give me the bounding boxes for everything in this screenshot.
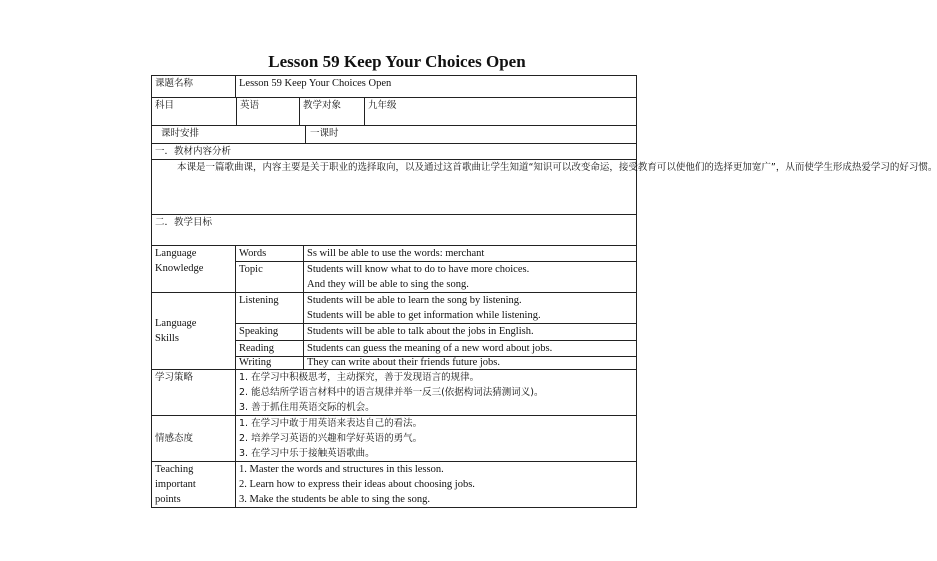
speaking-text: Students will be able to talk about the jobs in English. — [304, 324, 637, 341]
table-row — [152, 160, 637, 215]
reading-text: Students can guess the meaning of a new word about jobs. — [304, 341, 637, 357]
strategy-text: 1. 在学习中积极思考，主动探究，善于发现语言的规律。 2. 能总结所学语言材料中的语言规律并举一反三(依据构词法猜测词义)。 3. 善于抓住用英语交际的机会。 — [236, 370, 637, 416]
table-row — [152, 462, 637, 508]
topic-sub-label: Topic — [236, 262, 304, 293]
audience-label: 教学对象 — [300, 98, 365, 125]
table-row — [152, 370, 637, 416]
speaking-label: Speaking — [236, 324, 304, 341]
strategy-label: 学习策略 — [152, 370, 236, 416]
language-skills-label: Language Skills — [152, 293, 236, 370]
analysis-text: 本课是一篇歌曲课，内容主要是关于职业的选择取向，以及通过这首歌曲让学生知道“知识可以改变命运，接受教育可以使他们的选择更加宽广”，从而使学生形成热爱学习的好习惯。 — [177, 162, 937, 173]
table-row — [152, 416, 637, 462]
table-row — [152, 76, 637, 98]
table-row — [152, 126, 637, 144]
lesson-plan-table — [151, 75, 937, 508]
language-knowledge-label: Language Knowledge — [152, 246, 236, 293]
table-row — [152, 293, 637, 324]
schedule-label: 课时安排 — [152, 126, 306, 143]
table-row — [152, 144, 637, 160]
listening-text: Students will be able to learn the song by listening. Students will be able to get information while listening. — [304, 293, 637, 324]
teaching-points-text: 1. Master the words and structures in this lesson. 2. Learn how to express their ideas about choosing jobs. 3. Make the students be able to sing the song. — [236, 462, 637, 508]
reading-label: Reading — [236, 341, 304, 357]
subject-value: 英语 — [237, 98, 300, 125]
words-text: Ss will be able to use the words: merchant — [304, 246, 637, 262]
writing-label: Writing — [236, 357, 304, 370]
analysis-heading: 一．教材内容分析 — [152, 144, 637, 160]
table-row — [152, 246, 637, 262]
table-row — [152, 98, 637, 126]
listening-label: Listening — [236, 293, 304, 324]
subject-label: 科目 — [152, 98, 237, 125]
topic-value: Lesson 59 Keep Your Choices Open — [236, 76, 637, 98]
page-title: Lesson 59 Keep Your Choices Open — [268, 52, 526, 71]
teaching-points-label: Teaching important points — [152, 462, 236, 508]
words-label: Words — [236, 246, 304, 262]
goals-heading: 二．教学目标 — [152, 215, 637, 246]
audience-value: 九年级 — [368, 100, 397, 111]
topic-sub-text: Students will know what to do to have more choices. And they will be able to sing the song. — [304, 262, 637, 293]
analysis-paragraph — [152, 160, 937, 215]
topic-label: 课题名称 — [152, 76, 236, 98]
schedule-value: 一课时 — [310, 128, 339, 139]
attitude-label: 情感态度 — [152, 416, 236, 462]
writing-text: They can write about their friends future jobs. — [304, 357, 637, 370]
table-row — [152, 215, 637, 246]
attitude-text: 1. 在学习中敢于用英语来表达自己的看法。 2. 培养学习英语的兴趣和学好英语的勇气。 3. 在学习中乐于接触英语歌曲。 — [236, 416, 637, 462]
